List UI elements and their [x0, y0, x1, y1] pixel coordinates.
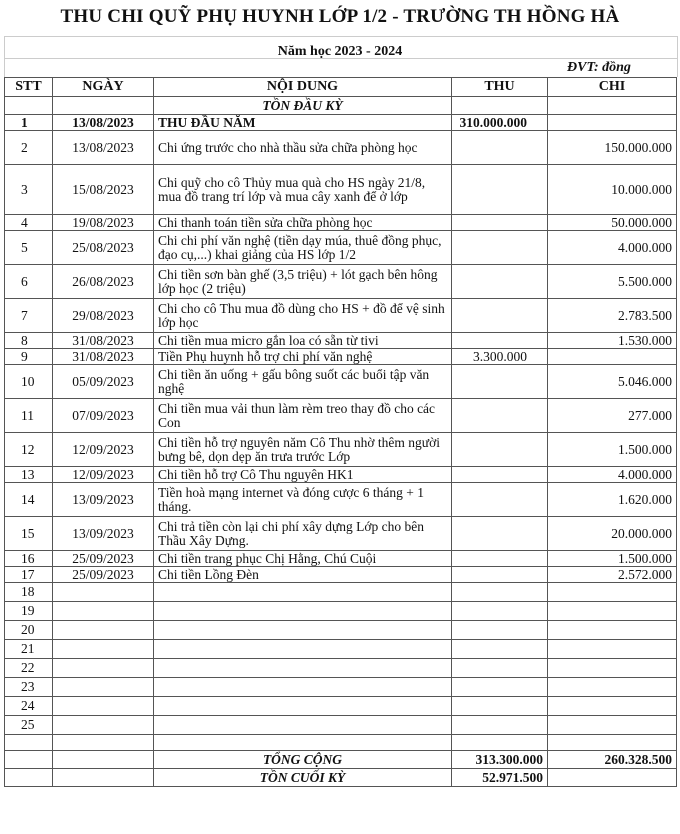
row-date: 25/09/2023 — [53, 567, 154, 583]
row-content — [154, 678, 452, 697]
row-date — [53, 640, 154, 659]
header-date: NGÀY — [53, 78, 154, 97]
table-row — [5, 678, 677, 697]
ledger-table — [4, 77, 677, 787]
row-expense: 5.046.000 — [548, 365, 677, 399]
table-row — [5, 659, 677, 678]
row-expense — [548, 697, 677, 716]
row-date: 25/08/2023 — [53, 231, 154, 265]
row-income — [452, 299, 548, 333]
row-date: 31/08/2023 — [53, 333, 154, 349]
row-stt: 20 — [5, 621, 53, 640]
row-expense — [548, 659, 677, 678]
row-expense: 2.783.500 — [548, 299, 677, 333]
row-expense: 1.530.000 — [548, 333, 677, 349]
row-stt: 22 — [5, 659, 53, 678]
totals-label: TỔNG CỘNG — [154, 751, 452, 769]
row-stt: 7 — [5, 299, 53, 333]
row-date: 13/08/2023 — [53, 131, 154, 165]
row-content — [154, 602, 452, 621]
row-date — [53, 621, 154, 640]
page-title: THU CHI QUỸ PHỤ HUYNH LỚP 1/2 - TRƯỜNG TH HỒNG HÀ — [60, 6, 620, 27]
row-stt: 25 — [5, 716, 53, 735]
row-stt: 23 — [5, 678, 53, 697]
row-expense: 277.000 — [548, 399, 677, 433]
row-expense — [548, 602, 677, 621]
row-content: Chi tiền Lồng Đèn — [154, 567, 452, 583]
row-content: Chi thanh toán tiền sửa chữa phòng học — [154, 215, 452, 231]
row-stt: 2 — [5, 131, 53, 165]
row-income — [452, 399, 548, 433]
totals-income: 313.300.000 — [452, 751, 548, 769]
row-content — [154, 621, 452, 640]
table-row — [5, 517, 677, 551]
row-content — [154, 716, 452, 735]
row-income: 310.000.000 — [452, 115, 548, 131]
row-date — [53, 697, 154, 716]
row-content: Chi tiền hỗ trợ Cô Thu nguyên HK1 — [154, 467, 452, 483]
row-expense: 150.000.000 — [548, 131, 677, 165]
table-row — [5, 583, 677, 602]
row-income — [452, 433, 548, 467]
school-year: Năm học 2023 - 2024 — [277, 44, 403, 59]
row-income — [452, 551, 548, 567]
row-content: Chi ứng trước cho nhà thầu sửa chữa phòng học — [154, 131, 452, 165]
row-content: Chi tiền ăn uống + gấu bông suốt các buổi tập văn nghệ — [154, 365, 452, 399]
row-expense: 1.620.000 — [548, 483, 677, 517]
row-income — [452, 697, 548, 716]
row-content: Chi tiền sơn bàn ghế (3,5 triệu) + lót gạch bên hông lớp học (2 triệu) — [154, 265, 452, 299]
row-date: 13/08/2023 — [53, 115, 154, 131]
row-content — [154, 583, 452, 602]
row-income — [452, 467, 548, 483]
row-content: Chi tiền mua vải thun làm rèm treo thay đồ cho các Con — [154, 399, 452, 433]
row-income — [452, 716, 548, 735]
row-income: 3.300.000 — [452, 349, 548, 365]
table-row — [5, 483, 677, 517]
row-date: 25/09/2023 — [53, 551, 154, 567]
table-row — [5, 365, 677, 399]
table-row — [5, 115, 677, 131]
row-stt: 21 — [5, 640, 53, 659]
row-stt: 12 — [5, 433, 53, 467]
row-expense — [548, 583, 677, 602]
table-row — [5, 433, 677, 467]
row-stt: 15 — [5, 517, 53, 551]
row-income — [452, 640, 548, 659]
closing-balance-value: 52.971.500 — [452, 769, 548, 787]
currency-unit: ĐVT: đồng — [567, 60, 631, 75]
row-content: THU ĐẦU NĂM — [154, 115, 452, 131]
row-date — [53, 678, 154, 697]
row-income — [452, 517, 548, 551]
row-stt: 16 — [5, 551, 53, 567]
header-expense: CHI — [548, 78, 677, 97]
row-date: 12/09/2023 — [53, 433, 154, 467]
row-stt: 1 — [5, 115, 53, 131]
table-row — [5, 333, 677, 349]
row-income — [452, 678, 548, 697]
row-stt: 5 — [5, 231, 53, 265]
row-date: 26/08/2023 — [53, 265, 154, 299]
row-date — [53, 583, 154, 602]
row-expense — [548, 640, 677, 659]
row-stt: 17 — [5, 567, 53, 583]
table-row — [5, 621, 677, 640]
row-stt: 10 — [5, 365, 53, 399]
header-row — [5, 78, 677, 97]
table-row — [5, 265, 677, 299]
row-date: 29/08/2023 — [53, 299, 154, 333]
header-income: THU — [452, 78, 548, 97]
row-stt: 14 — [5, 483, 53, 517]
row-content — [154, 640, 452, 659]
row-content: Tiền hoà mạng internet và đóng cược 6 tháng + 1 tháng. — [154, 483, 452, 517]
row-income — [452, 659, 548, 678]
row-content: Chi trả tiền còn lại chi phí xây dựng Lớp cho bên Thầu Xây Dựng. — [154, 517, 452, 551]
table-row — [5, 640, 677, 659]
table-row — [5, 602, 677, 621]
table-row — [5, 467, 677, 483]
row-date: 15/08/2023 — [53, 165, 154, 215]
row-income — [452, 483, 548, 517]
row-content: Chi tiền mua micro gắn loa có sẵn từ tivi — [154, 333, 452, 349]
closing-balance-row — [5, 769, 677, 787]
row-expense — [548, 349, 677, 365]
table-row — [5, 215, 677, 231]
row-stt: 13 — [5, 467, 53, 483]
row-income — [452, 231, 548, 265]
table-row — [5, 697, 677, 716]
row-content — [154, 659, 452, 678]
row-date — [53, 659, 154, 678]
row-date: 12/09/2023 — [53, 467, 154, 483]
row-content: Tiền Phụ huynh hỗ trợ chi phí văn nghệ — [154, 349, 452, 365]
row-expense: 5.500.000 — [548, 265, 677, 299]
row-income — [452, 365, 548, 399]
blank-row — [5, 735, 677, 751]
row-content: Chi chi phí văn nghệ (tiền dạy múa, thuê đồng phục, đạo cụ,...) khai giảng của HS lớp 1/2 — [154, 231, 452, 265]
table-row — [5, 399, 677, 433]
row-date: 31/08/2023 — [53, 349, 154, 365]
row-income — [452, 333, 548, 349]
table-row — [5, 551, 677, 567]
row-income — [452, 165, 548, 215]
row-expense: 1.500.000 — [548, 551, 677, 567]
row-expense: 1.500.000 — [548, 433, 677, 467]
row-expense — [548, 678, 677, 697]
row-expense — [548, 115, 677, 131]
row-date: 13/09/2023 — [53, 517, 154, 551]
row-stt: 3 — [5, 165, 53, 215]
row-stt: 24 — [5, 697, 53, 716]
row-date — [53, 716, 154, 735]
row-content — [154, 697, 452, 716]
row-stt: 6 — [5, 265, 53, 299]
row-date — [53, 602, 154, 621]
row-expense: 4.000.000 — [548, 467, 677, 483]
opening-balance-row — [5, 97, 677, 115]
row-stt: 8 — [5, 333, 53, 349]
row-income — [452, 265, 548, 299]
table-row — [5, 231, 677, 265]
opening-balance-label: TỒN ĐẦU KỲ — [154, 97, 452, 115]
row-content: Chi quỹ cho cô Thủy mua quà cho HS ngày 21/8, mua đồ trang trí lớp và mua cây xanh để ở lớp — [154, 165, 452, 215]
ledger-body — [5, 97, 677, 787]
row-content: Chi tiền hỗ trợ nguyên năm Cô Thu nhờ thêm người bưng bê, dọn dẹp ăn trưa trước Lớp — [154, 433, 452, 467]
row-expense — [548, 621, 677, 640]
row-date: 19/08/2023 — [53, 215, 154, 231]
row-expense: 4.000.000 — [548, 231, 677, 265]
row-income — [452, 621, 548, 640]
totals-expense: 260.328.500 — [548, 751, 677, 769]
closing-balance-label: TỒN CUỐI KỲ — [154, 769, 452, 787]
row-income — [452, 583, 548, 602]
row-date: 05/09/2023 — [53, 365, 154, 399]
row-content: Chi tiền trang phục Chị Hằng, Chú Cuội — [154, 551, 452, 567]
row-stt: 4 — [5, 215, 53, 231]
row-income — [452, 215, 548, 231]
row-expense: 20.000.000 — [548, 517, 677, 551]
table-row — [5, 349, 677, 365]
row-content: Chi cho cô Thu mua đồ dùng cho HS + đồ để vệ sinh lớp học — [154, 299, 452, 333]
header-content: NỘI DUNG — [154, 78, 452, 97]
row-expense: 2.572.000 — [548, 567, 677, 583]
row-stt: 11 — [5, 399, 53, 433]
row-income — [452, 567, 548, 583]
row-income — [452, 131, 548, 165]
table-row — [5, 567, 677, 583]
row-date: 07/09/2023 — [53, 399, 154, 433]
header-stt: STT — [5, 78, 53, 97]
row-stt: 18 — [5, 583, 53, 602]
row-date: 13/09/2023 — [53, 483, 154, 517]
table-row — [5, 299, 677, 333]
row-expense: 50.000.000 — [548, 215, 677, 231]
row-expense — [548, 716, 677, 735]
table-row — [5, 165, 677, 215]
table-row — [5, 131, 677, 165]
row-stt: 19 — [5, 602, 53, 621]
row-income — [452, 602, 548, 621]
table-row — [5, 716, 677, 735]
totals-row — [5, 751, 677, 769]
row-expense: 10.000.000 — [548, 165, 677, 215]
row-stt: 9 — [5, 349, 53, 365]
